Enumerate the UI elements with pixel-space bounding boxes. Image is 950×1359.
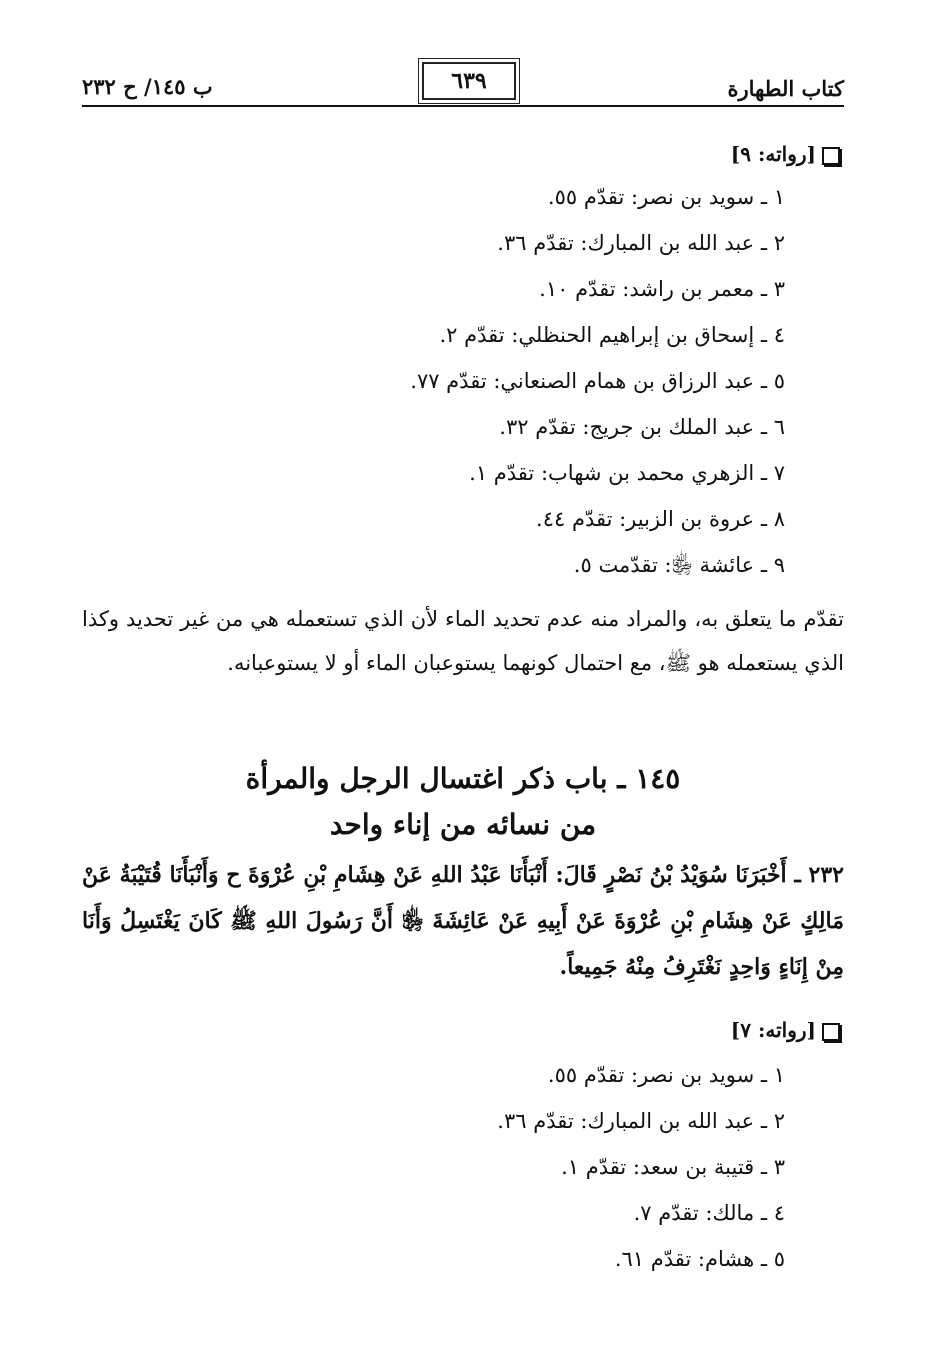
narrators-heading-1	[731, 142, 840, 166]
list-item: ١ ـ سويد بن نصر: تقدّم ٥٥.	[547, 185, 785, 209]
list-item: ٧ ـ الزهري محمد بن شهاب: تقدّم ١.	[469, 461, 785, 485]
narrators-list-1	[410, 174, 785, 588]
narrators-heading-1-text: [رواته: ٩]	[730, 142, 816, 166]
chapter-hadith-reference: ب ١٤٥/ ح ٢٣٢	[82, 74, 213, 99]
chapter-heading	[82, 756, 844, 848]
hadith-text: ٢٣٢ ـ أَخْبَرَنَا سُوَيْدُ بْنُ نَصْرٍ قَالَ: أَنْبَأَنَا عَبْدُ اللهِ عَنْ هِشَامِ بْنِ عُرْوَةَ ح وَأَنْبَأَنَا قُتَيْبَةُ عَنْ مَالِكٍ عَنْ هِشَامِ بْنِ عُرْوَةَ عَنْ أَبِيهِ عَنْ عَائِشَةَ ﵂ أَنَّ رَسُولَ اللهِ ﷺ كَانَ يَغْتَسِلُ وَأَنَا مِنْ إِنَاءٍ وَاحِدٍ نَغْتَرِفُ مِنْهُ جَمِيعاً.	[82, 862, 844, 980]
page-number: ٦٣٩	[422, 62, 516, 100]
chapter-heading-line-1: ١٤٥ ـ باب ذكر اغتسال الرجل والمرأة	[245, 762, 681, 795]
list-item: ٣ ـ معمر بن راشد: تقدّم ١٠.	[539, 277, 785, 301]
header-rule	[82, 105, 844, 107]
list-item: ٦ ـ عبد الملك بن جريج: تقدّم ٣٢.	[499, 415, 785, 439]
explanation-paragraph: تقدّم ما يتعلق به، والمراد منه عدم تحديد الماء لأن الذي تستعمله هي من غير تحديد وكذا الذي يستعمله هو ﷺ، مع احتمال كونهما يستوعبان الماء أو لا يستوعبانه.	[82, 607, 844, 675]
page-header	[82, 62, 844, 104]
square-bullet-icon	[822, 1023, 840, 1041]
list-item: ٩ ـ عائشة ﵂: تقدّمت ٥.	[573, 553, 785, 577]
square-bullet-icon	[822, 147, 840, 165]
list-item: ٨ ـ عروة بن الزبير: تقدّم ٤٤.	[536, 507, 785, 531]
list-item: ٤ ـ إسحاق بن إبراهيم الحنظلي: تقدّم ٢.	[439, 323, 785, 347]
book-title: كتاب الطهارة	[727, 76, 844, 101]
narrators-heading-2-text: [رواته: ٧]	[730, 1018, 816, 1042]
narrators-heading-2	[731, 1018, 840, 1042]
list-item: ٥ ـ هشام: تقدّم ٦١.	[614, 1247, 785, 1271]
chapter-heading-line-2: من نسائه من إناء واحد	[329, 808, 597, 841]
list-item: ٣ ـ قتيبة بن سعد: تقدّم ١.	[561, 1155, 785, 1179]
list-item: ٥ ـ عبد الرزاق بن همام الصنعاني: تقدّم ٧٧.	[410, 369, 785, 393]
list-item: ١ ـ سويد بن نصر: تقدّم ٥٥.	[547, 1063, 785, 1087]
narrators-list-2	[497, 1052, 785, 1282]
list-item: ٢ ـ عبد الله بن المبارك: تقدّم ٣٦.	[497, 1109, 785, 1133]
list-item: ٢ ـ عبد الله بن المبارك: تقدّم ٣٦.	[497, 231, 785, 255]
list-item: ٤ ـ مالك: تقدّم ٧.	[633, 1201, 785, 1225]
